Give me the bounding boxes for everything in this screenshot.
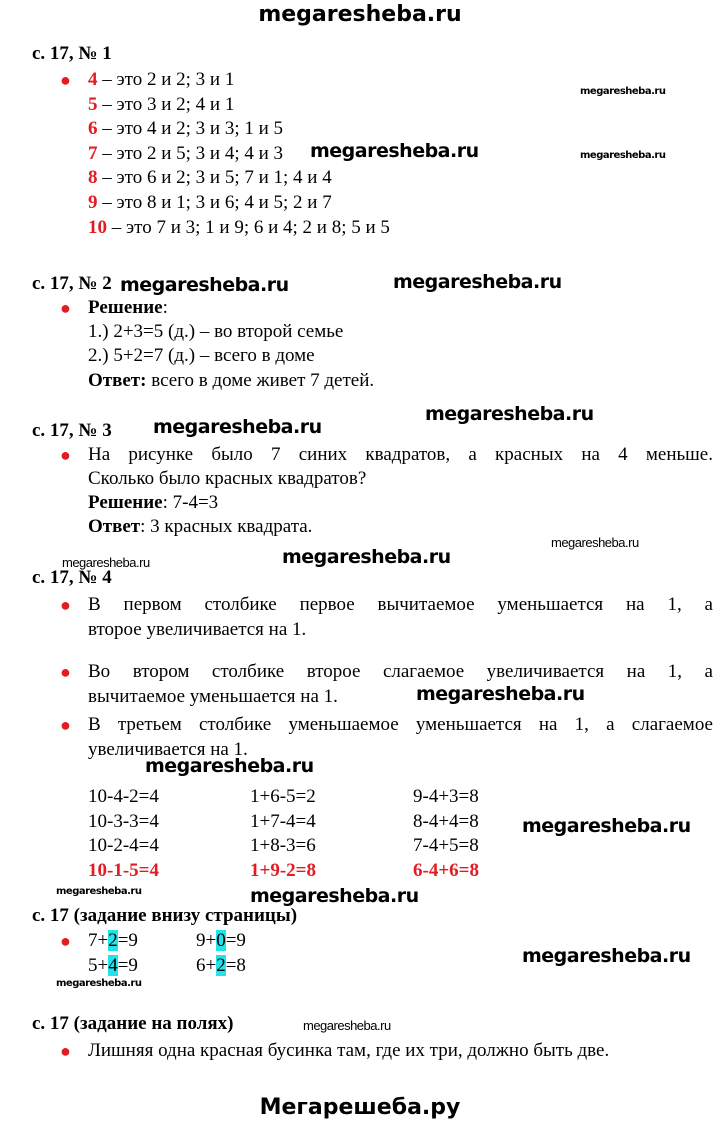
- composition-text: – это 2 и 5; 3 и 4; 4 и 3: [97, 142, 284, 164]
- equation: 9-4+3=8: [413, 786, 479, 807]
- section-6-title: с. 17 (задание на полях): [32, 1013, 234, 1034]
- bullet-icon: ●: [60, 1041, 71, 1061]
- number: 4: [88, 69, 98, 90]
- composition-text: – это 3 и 2; 4 и 1: [97, 93, 235, 115]
- section-1-title: с. 17, № 1: [32, 43, 112, 64]
- answer-label: Ответ:: [88, 370, 147, 391]
- number: 6: [88, 118, 98, 140]
- colon: :: [162, 297, 168, 318]
- highlighted-answer: 0: [216, 930, 226, 951]
- watermark: megaresheba.ru: [303, 1018, 391, 1033]
- watermark: megaresheba.ru: [580, 86, 666, 97]
- problem-line-2: Сколько было красных квадратов?: [88, 468, 367, 489]
- equation: 10-1-5=4: [88, 859, 159, 881]
- composition-text: – это 7 и 3; 1 и 9; 6 и 4; 2 и 8; 5 и 5: [107, 216, 390, 238]
- watermark: megaresheba.ru: [580, 150, 666, 161]
- number: 9: [88, 192, 98, 213]
- watermark: megaresheba.ru: [425, 403, 594, 425]
- fill-in-equation: [196, 954, 246, 978]
- solution-text: : 7-4=3: [162, 492, 219, 513]
- watermark: megaresheba.ru: [250, 885, 419, 907]
- equation: 10-4-2=4: [88, 786, 159, 807]
- watermark: megaresheba.ru: [56, 978, 142, 989]
- watermark: megaresheba.ru: [153, 416, 322, 438]
- equation-part: =8: [225, 955, 246, 976]
- fill-in-equation: [196, 929, 246, 953]
- bullet-icon: ●: [60, 715, 71, 735]
- step-1: 1.) 2+3=5 (д.) – во второй семье: [88, 321, 344, 342]
- step-2: 2.) 5+2=7 (д.) – всего в доме: [88, 345, 315, 366]
- number: 8: [88, 167, 98, 189]
- composition-text: – это 6 и 2; 3 и 5; 7 и 1; 4 и 4: [97, 167, 332, 189]
- equation-part: 7+: [88, 930, 109, 951]
- bullet-icon: ●: [60, 662, 71, 682]
- bullet-icon: ●: [60, 298, 71, 318]
- solution-label: Решение: [88, 297, 163, 318]
- watermark: megaresheba.ru: [393, 271, 562, 293]
- answer-line: [88, 369, 374, 393]
- bullet-icon: ●: [60, 445, 71, 465]
- equation: 7-4+5=8: [413, 835, 479, 856]
- equation-part: 5+: [88, 955, 109, 976]
- bullet-icon: ●: [60, 70, 71, 90]
- equation: 8-4+4=8: [413, 810, 479, 832]
- rule-2-line-2: вычитаемое уменьшается на 1.: [88, 686, 338, 707]
- section-2-title: с. 17, № 2: [32, 273, 112, 294]
- equation-part: =9: [117, 930, 138, 951]
- equation-part: =9: [225, 930, 246, 951]
- equation: 10-3-3=4: [88, 810, 159, 832]
- answer-label: Ответ: [88, 516, 141, 537]
- answer-line: [88, 515, 312, 539]
- highlighted-answer: 2: [216, 955, 226, 976]
- equation: 1+9-2=8: [250, 859, 316, 881]
- number-composition-item: [88, 93, 234, 117]
- watermark: megaresheba.ru: [282, 546, 451, 568]
- equation: 1+8-3=6: [250, 835, 316, 856]
- solution-line: [88, 296, 168, 320]
- site-header: megaresheba.ru: [258, 2, 462, 27]
- number: 7: [88, 142, 98, 164]
- watermark: megaresheba.ru: [551, 535, 639, 550]
- number-composition-item: [88, 216, 390, 240]
- rule-1-line-1: В первом столбике первое вычитаемое уменьшается на 1, а: [88, 594, 713, 615]
- bullet-icon: ●: [60, 595, 71, 615]
- site-footer: Мегарешеба.ру: [259, 1095, 461, 1120]
- equation: 10-2-4=4: [88, 835, 159, 856]
- number-composition-item: [88, 117, 283, 141]
- section-3-title: с. 17, № 3: [32, 420, 112, 441]
- equation: 1+6-5=2: [250, 786, 316, 807]
- equation: 6-4+6=8: [413, 859, 479, 881]
- watermark: megaresheba.ru: [62, 555, 150, 570]
- watermark: megaresheba.ru: [310, 140, 479, 162]
- watermark: megaresheba.ru: [416, 683, 585, 705]
- watermark: megaresheba.ru: [522, 815, 691, 837]
- number-composition-item: [88, 166, 332, 190]
- fill-in-equation: [88, 954, 138, 978]
- section-5-title: с. 17 (задание внизу страницы): [32, 905, 298, 926]
- number-composition-item: [88, 191, 332, 215]
- solution-line: [88, 491, 218, 515]
- highlighted-answer: 4: [108, 955, 118, 976]
- watermark: megaresheba.ru: [56, 886, 142, 897]
- answer-text: : 3 красных квадрата.: [140, 516, 313, 537]
- watermark: megaresheba.ru: [522, 945, 691, 967]
- equation: 1+7-4=4: [250, 810, 316, 832]
- equation-part: =9: [117, 955, 138, 976]
- fill-in-equation: [88, 929, 138, 953]
- rule-2-line-1: Во втором столбике второе слагаемое увеличивается на 1, а: [88, 661, 713, 682]
- rule-1-line-2: второе увеличивается на 1.: [88, 619, 307, 640]
- rule-3-line-2: увеличивается на 1.: [88, 739, 248, 760]
- rule-3-line-1: В третьем столбике уменьшаемое уменьшается на 1, а слагаемое: [88, 714, 713, 735]
- watermark: megaresheba.ru: [120, 274, 289, 296]
- composition-text: – это 4 и 2; 3 и 3; 1 и 5: [97, 118, 284, 140]
- answer-text: всего в доме живет 7 детей.: [146, 370, 375, 391]
- composition-text: – это 8 и 1; 3 и 6; 4 и 5; 2 и 7: [97, 192, 332, 213]
- number-composition-item: [88, 142, 283, 166]
- section-4-title: с. 17, № 4: [32, 567, 112, 588]
- solution-label: Решение: [88, 492, 163, 513]
- number-composition-item: [88, 68, 234, 92]
- number: 10: [88, 216, 107, 238]
- margin-task-answer: Лишняя одна красная бусинка там, где их три, должно быть две.: [88, 1040, 610, 1061]
- number: 5: [88, 93, 98, 115]
- equation-part: 9+: [196, 930, 217, 951]
- problem-line-1: На рисунке было 7 синих квадратов, а красных на 4 меньше.: [88, 444, 713, 465]
- equation-part: 6+: [196, 955, 217, 976]
- bullet-icon: ●: [60, 931, 71, 951]
- highlighted-answer: 2: [108, 930, 118, 951]
- watermark: megaresheba.ru: [145, 755, 314, 777]
- composition-text: – это 2 и 2; 3 и 1: [97, 69, 235, 90]
